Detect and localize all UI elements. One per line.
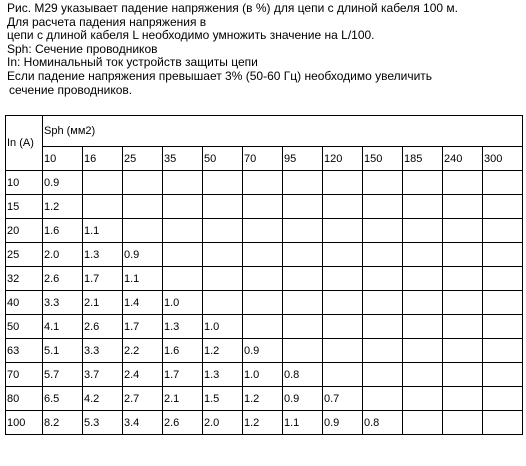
voltage-drop-cell: 1.7 [123,315,163,339]
voltage-drop-cell [243,315,283,339]
voltage-drop-table [5,115,523,435]
voltage-drop-cell [443,195,483,219]
voltage-drop-cell [443,171,483,195]
voltage-drop-cell [483,315,523,339]
voltage-drop-cell [283,171,323,195]
voltage-drop-cell [283,291,323,315]
voltage-drop-cell: 3.3 [43,291,83,315]
table-row [6,195,523,219]
voltage-drop-cell: 4.1 [43,315,83,339]
voltage-drop-cell [483,171,523,195]
voltage-drop-cell: 0.8 [363,411,403,435]
voltage-drop-cell [483,267,523,291]
section-size-header: 35 [163,147,203,171]
voltage-drop-cell [363,387,403,411]
voltage-drop-cell: 1.2 [243,387,283,411]
voltage-drop-cell [403,315,443,339]
voltage-drop-cell [363,339,403,363]
voltage-drop-cell [443,219,483,243]
intro-line: Для расчета падения напряжения в [7,14,207,29]
voltage-drop-cell [443,411,483,435]
table-row [6,363,523,387]
voltage-drop-cell [283,339,323,363]
voltage-drop-cell: 1.0 [163,291,203,315]
voltage-drop-cell [483,387,523,411]
voltage-drop-cell [123,171,163,195]
voltage-drop-cell: 2.7 [123,387,163,411]
table-row [6,171,523,195]
voltage-drop-cell [363,291,403,315]
current-rating-cell: 80 [6,387,43,411]
voltage-drop-cell: 1.6 [43,219,83,243]
table-row [6,219,523,243]
voltage-drop-cell: 0.9 [283,387,323,411]
voltage-drop-cell [163,195,203,219]
intro-text [7,2,522,97]
voltage-drop-cell [243,195,283,219]
section-size-header: 16 [83,147,123,171]
section-size-header: 150 [363,147,403,171]
voltage-drop-cell [363,219,403,243]
table-row [6,243,523,267]
in-column-header: In (A) [6,116,43,171]
voltage-drop-cell: 1.3 [163,315,203,339]
voltage-drop-cell: 1.5 [203,387,243,411]
voltage-drop-cell: 0.9 [123,243,163,267]
current-rating-cell: 100 [6,411,43,435]
voltage-drop-cell [243,243,283,267]
voltage-drop-cell: 5.7 [43,363,83,387]
voltage-drop-cell [483,411,523,435]
voltage-drop-cell [203,291,243,315]
voltage-drop-cell [483,291,523,315]
voltage-drop-cell [483,219,523,243]
voltage-drop-cell: 1.1 [83,219,123,243]
current-rating-cell: 15 [6,195,43,219]
section-size-header: 25 [123,147,163,171]
voltage-drop-cell: 0.9 [43,171,83,195]
voltage-drop-cell: 2.1 [83,291,123,315]
voltage-drop-cell: 1.1 [123,267,163,291]
voltage-drop-cell: 3.7 [83,363,123,387]
current-rating-cell: 50 [6,315,43,339]
voltage-drop-cell: 0.7 [323,387,363,411]
voltage-drop-cell [403,339,443,363]
section-size-header: 95 [283,147,323,171]
voltage-drop-cell [323,243,363,267]
voltage-drop-cell [203,171,243,195]
current-rating-cell: 20 [6,219,43,243]
table-row [6,339,523,363]
voltage-drop-cell: 2.4 [123,363,163,387]
voltage-drop-cell [83,195,123,219]
intro-line: In: Номинальный ток устройств защиты цепи [7,55,258,70]
voltage-drop-cell [443,315,483,339]
voltage-drop-cell [243,267,283,291]
current-rating-cell: 32 [6,267,43,291]
voltage-drop-cell: 1.2 [43,195,83,219]
voltage-drop-cell [363,195,403,219]
voltage-drop-cell: 2.2 [123,339,163,363]
voltage-drop-cell [443,267,483,291]
current-rating-cell: 10 [6,171,43,195]
voltage-drop-cell [243,291,283,315]
voltage-drop-cell [363,315,403,339]
voltage-drop-cell [443,243,483,267]
voltage-drop-cell: 1.1 [283,411,323,435]
voltage-drop-cell: 3.3 [83,339,123,363]
voltage-drop-cell: 2.0 [43,243,83,267]
voltage-drop-cell [283,267,323,291]
voltage-drop-cell [403,243,443,267]
voltage-drop-cell [323,267,363,291]
voltage-drop-cell [203,219,243,243]
voltage-drop-cell [163,219,203,243]
voltage-drop-cell [323,171,363,195]
voltage-drop-cell [363,243,403,267]
voltage-drop-cell: 1.2 [243,411,283,435]
voltage-drop-cell [323,339,363,363]
current-rating-cell: 63 [6,339,43,363]
section-header-row [6,147,523,171]
voltage-drop-cell [403,411,443,435]
voltage-drop-cell [163,171,203,195]
voltage-drop-cell: 0.9 [323,411,363,435]
voltage-drop-cell: 1.7 [83,267,123,291]
section-size-header: 70 [243,147,283,171]
voltage-drop-cell [443,363,483,387]
voltage-drop-cell [403,195,443,219]
voltage-drop-cell: 8.2 [43,411,83,435]
voltage-drop-cell: 5.3 [83,411,123,435]
table-header-row [6,116,523,147]
voltage-drop-cell [243,219,283,243]
voltage-drop-cell [243,171,283,195]
section-size-header: 300 [483,147,523,171]
voltage-drop-cell: 1.3 [83,243,123,267]
voltage-drop-cell: 1.7 [163,363,203,387]
voltage-drop-cell [363,363,403,387]
voltage-drop-cell [403,387,443,411]
intro-line: цепи с длиной кабеля L необходимо умножить значение на L/100. [7,28,375,43]
voltage-drop-cell [163,267,203,291]
table-row [6,291,523,315]
section-size-header: 10 [43,147,83,171]
voltage-drop-cell [403,171,443,195]
table-row [6,267,523,291]
voltage-drop-cell [363,171,403,195]
voltage-drop-cell [203,243,243,267]
sph-column-header: Sph (мм2) [43,116,523,147]
voltage-drop-cell [323,291,363,315]
voltage-drop-cell: 1.4 [123,291,163,315]
voltage-drop-cell [323,195,363,219]
voltage-drop-cell [483,195,523,219]
voltage-drop-cell: 1.6 [163,339,203,363]
intro-line: сечение проводников. [9,82,133,97]
voltage-drop-cell [443,291,483,315]
voltage-drop-cell: 4.2 [83,387,123,411]
current-rating-cell: 25 [6,243,43,267]
voltage-drop-cell [323,363,363,387]
voltage-drop-cell [283,195,323,219]
current-rating-cell: 40 [6,291,43,315]
voltage-drop-cell [443,387,483,411]
voltage-drop-cell [203,267,243,291]
voltage-drop-cell: 1.3 [203,363,243,387]
voltage-drop-cell [403,291,443,315]
current-rating-cell: 70 [6,363,43,387]
intro-line: Sph: Сечение проводников [7,41,158,56]
voltage-drop-cell: 2.6 [163,411,203,435]
voltage-drop-cell: 1.0 [243,363,283,387]
voltage-drop-cell [483,339,523,363]
voltage-drop-cell: 1.2 [203,339,243,363]
voltage-drop-cell: 0.8 [283,363,323,387]
section-size-header: 50 [203,147,243,171]
voltage-drop-cell [443,339,483,363]
voltage-drop-cell: 3.4 [123,411,163,435]
intro-line: Рис. M29 указывает падение напряжения (в %) для цепи с длиной кабеля 100 м. [7,1,458,15]
voltage-drop-cell: 2.0 [203,411,243,435]
voltage-drop-cell: 6.5 [43,387,83,411]
voltage-drop-cell [483,243,523,267]
voltage-drop-cell [83,171,123,195]
section-size-header: 120 [323,147,363,171]
voltage-drop-cell [363,267,403,291]
voltage-drop-cell [403,363,443,387]
section-size-header: 185 [403,147,443,171]
table-row [6,315,523,339]
voltage-drop-cell: 2.1 [163,387,203,411]
voltage-drop-cell [483,363,523,387]
voltage-drop-cell [283,219,323,243]
voltage-drop-cell [123,219,163,243]
voltage-drop-cell [323,219,363,243]
table-row [6,387,523,411]
voltage-drop-cell: 2.6 [43,267,83,291]
voltage-drop-cell [403,267,443,291]
voltage-drop-cell: 2.6 [83,315,123,339]
voltage-drop-cell [323,315,363,339]
section-size-header: 240 [443,147,483,171]
voltage-drop-cell [283,243,323,267]
voltage-drop-cell: 5.1 [43,339,83,363]
voltage-drop-cell [123,195,163,219]
voltage-drop-cell: 0.9 [243,339,283,363]
table-row [6,411,523,435]
voltage-drop-cell [403,219,443,243]
voltage-drop-cell [163,243,203,267]
voltage-drop-cell: 1.0 [203,315,243,339]
intro-line: Если падение напряжения превышает 3% (50-60 Гц) необходимо увеличить [7,68,433,83]
voltage-drop-cell [203,195,243,219]
voltage-drop-cell [283,315,323,339]
